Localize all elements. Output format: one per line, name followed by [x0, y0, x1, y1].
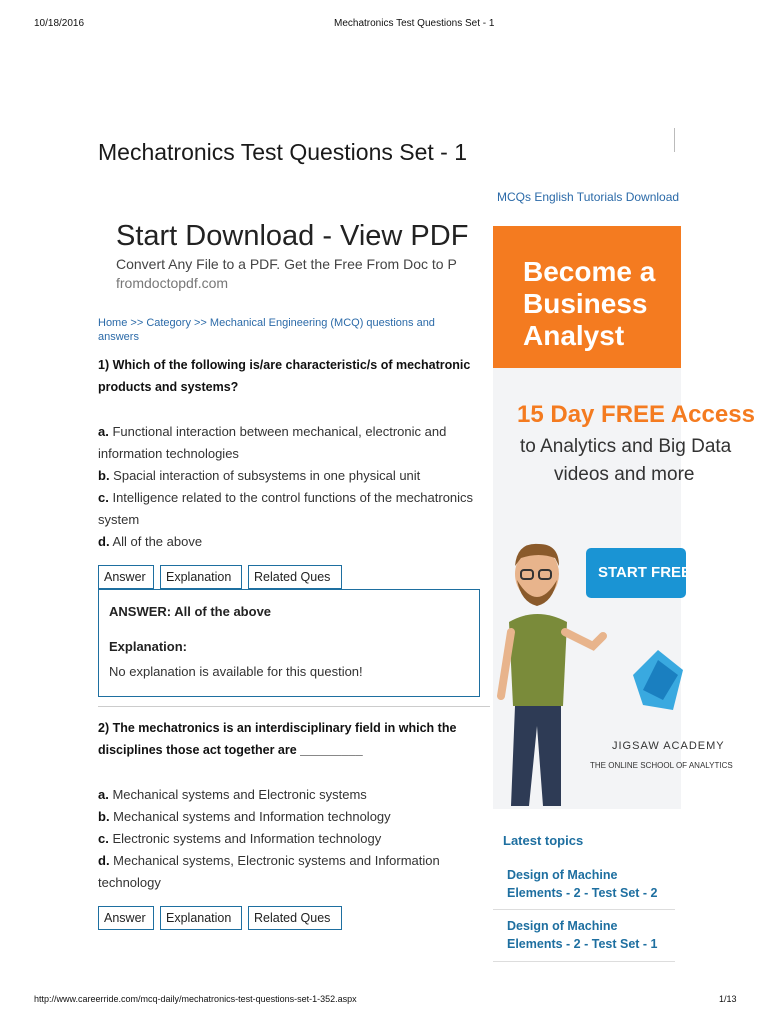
explanation-text: No explanation is available for this question!: [109, 664, 363, 679]
answer-text: ANSWER: All of the above: [109, 604, 272, 619]
related-questions-button[interactable]: Related Ques: [248, 565, 342, 589]
latest-topics-heading: Latest topics: [503, 833, 584, 848]
option-text: All of the above: [109, 534, 203, 549]
option-a: [98, 784, 483, 806]
topic-divider: [493, 961, 675, 962]
question-2-options: [98, 784, 483, 894]
option-text: Mechanical systems and Information technology: [109, 809, 391, 824]
option-letter: a.: [98, 424, 109, 439]
breadcrumb-section[interactable]: Mechanical Engineering (MCQ) questions and answers: [98, 317, 435, 343]
option-c: [98, 828, 483, 850]
option-letter: c.: [98, 490, 109, 505]
option-letter: d.: [98, 853, 110, 868]
option-d: [98, 531, 483, 553]
banner-offer-line2: to Analytics and Big Data: [520, 436, 732, 457]
answer-panel: [98, 589, 480, 697]
ad-title[interactable]: Start Download - View PDF: [116, 220, 469, 252]
page-number: 1/13: [719, 994, 737, 1004]
print-title: Mechatronics Test Questions Set - 1: [334, 18, 495, 29]
jigsaw-ad-banner[interactable]: [493, 226, 755, 809]
question-1-text: 1) Which of the following is/are characteristic/s of mechatronic products and systems?: [98, 358, 471, 394]
column-divider: [674, 128, 675, 152]
jigsaw-logo-icon: [633, 650, 683, 730]
divider: [98, 706, 490, 707]
banner-brand: JIGSAW ACADEMY: [612, 740, 725, 752]
answer-button[interactable]: Answer: [98, 906, 154, 930]
option-letter: c.: [98, 831, 109, 846]
option-text: Intelligence related to the control functions of the mechatronics system: [98, 490, 474, 527]
page-title: Mechatronics Test Questions Set - 1: [98, 139, 468, 165]
explanation-button[interactable]: Explanation: [160, 565, 242, 589]
breadcrumb-category[interactable]: Category: [146, 317, 191, 329]
option-b: [98, 806, 483, 828]
option-letter: b.: [98, 809, 110, 824]
breadcrumb-home[interactable]: Home: [98, 317, 128, 329]
latest-topic-link[interactable]: Design of Machine Elements - 2 - Test Set - 1: [507, 919, 658, 951]
cta-label: START FREE: [598, 564, 692, 581]
latest-topic-link[interactable]: Design of Machine Elements - 2 - Test Set - 2: [507, 868, 658, 900]
related-questions-button[interactable]: Related Ques: [248, 906, 342, 930]
breadcrumb: [98, 316, 478, 344]
banner-offer-line3: videos and more: [554, 464, 695, 485]
explanation-label: Explanation:: [109, 639, 188, 654]
breadcrumb-separator: >>: [190, 317, 210, 329]
option-letter: b.: [98, 468, 110, 483]
answer-button[interactable]: Answer: [98, 565, 154, 589]
question-2-text: 2) The mechatronics is an interdisciplinary field in which the disciplines those act together are _________: [98, 721, 457, 757]
banner-headline: Become a Business Analyst: [523, 256, 656, 351]
banner-offer: 15 Day FREE Access: [517, 401, 755, 428]
option-letter: d.: [98, 534, 110, 549]
option-b: [98, 465, 483, 487]
explanation-button[interactable]: Explanation: [160, 906, 242, 930]
right-nav-links[interactable]: MCQs English Tutorials Download: [497, 190, 680, 204]
banner-brand-tagline: THE ONLINE SCHOOL OF ANALYTICS: [590, 761, 733, 770]
option-d: [98, 850, 483, 894]
question-1-options: [98, 421, 483, 553]
option-a: [98, 421, 483, 465]
option-text: Electronic systems and Information technology: [108, 831, 382, 846]
breadcrumb-separator: >>: [127, 317, 147, 329]
topic-divider: [493, 909, 675, 910]
option-text: Mechanical systems, Electronic systems and Information technology: [98, 853, 440, 890]
option-text: Functional interaction between mechanical, electronic and information technologies: [98, 424, 447, 461]
print-url: http://www.careerride.com/mcq-daily/mechatronics-test-questions-set-1-352.aspx: [34, 994, 357, 1004]
print-date: 10/18/2016: [34, 18, 85, 29]
ad-url[interactable]: fromdoctopdf.com: [116, 275, 229, 291]
option-c: [98, 487, 483, 531]
option-text: Spacial interaction of subsystems in one physical unit: [109, 468, 421, 483]
ad-subtitle: Convert Any File to a PDF. Get the Free From Doc to P: [116, 256, 457, 272]
option-letter: a.: [98, 787, 109, 802]
option-text: Mechanical systems and Electronic systems: [108, 787, 367, 802]
